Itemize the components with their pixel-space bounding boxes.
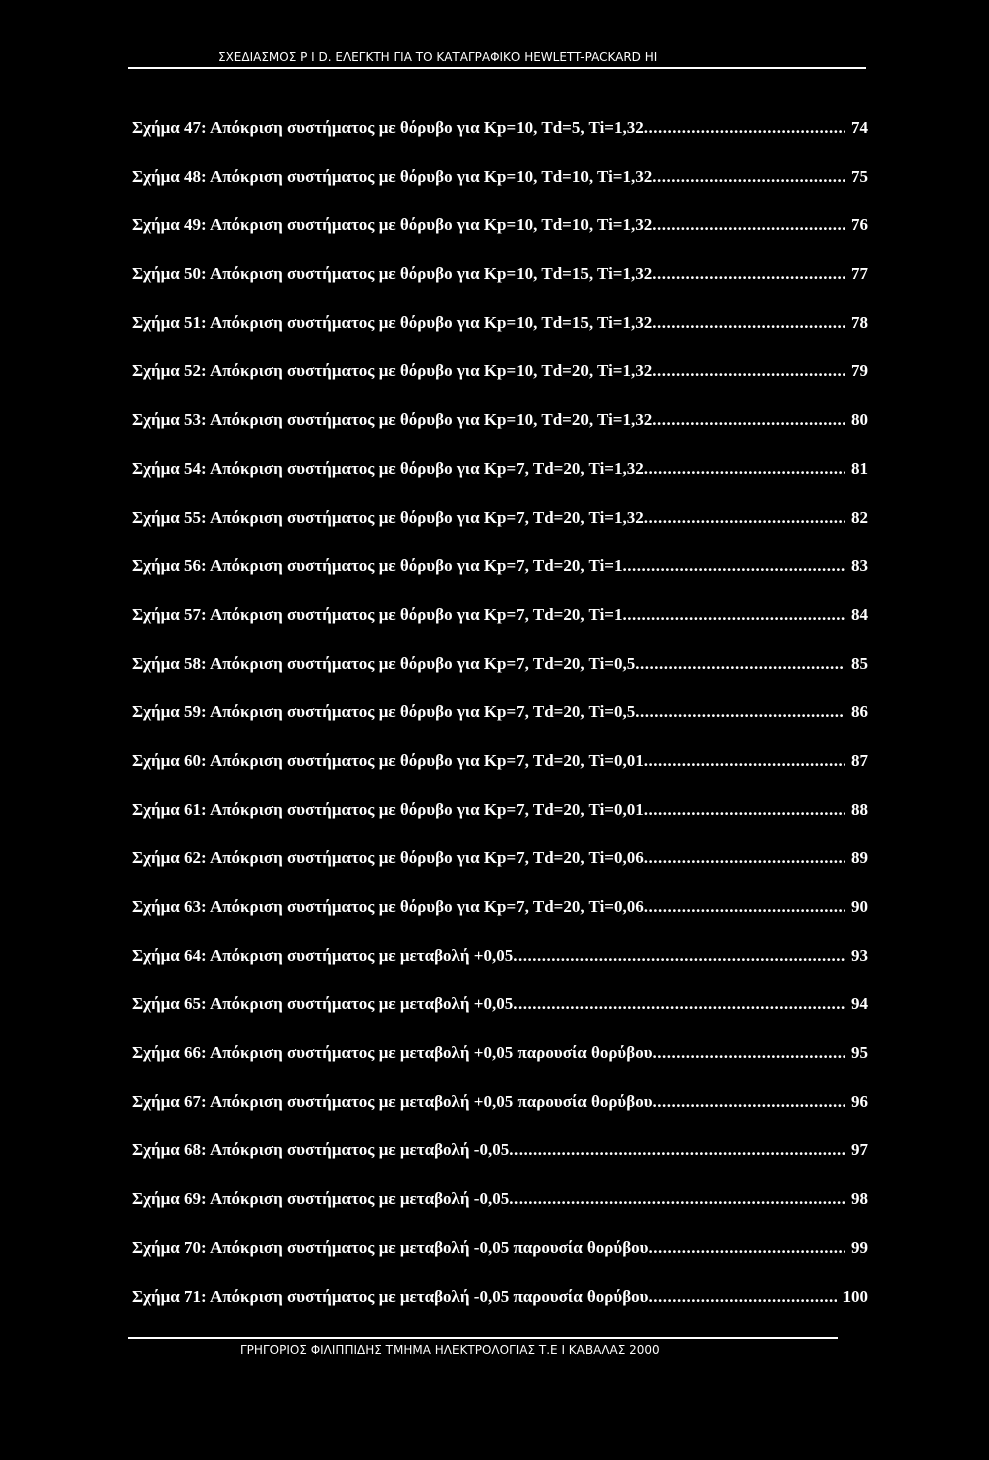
toc-leader-dots [652, 161, 845, 193]
toc-entry [132, 842, 868, 891]
toc-entry [132, 550, 868, 599]
toc-page-number: 81 [851, 458, 868, 478]
toc-entry-label: Σχήμα 56: Απόκριση συστήματος με θόρυβο για Κp=7, Td=20, Ti=1 [132, 556, 623, 576]
toc-page-number: 89 [851, 848, 868, 868]
running-footer: ΓΡΗΓΟΡΙΟΣ ΦΙΛΙΠΠΙΔΗΣ ΤΜΗΜΑ ΗΛΕΚΤΡΟΛΟΓΙΑΣ Τ.Ε Ι ΚΑΒΑΛΑΣ 2000 [240, 1343, 660, 1357]
toc-entry [132, 648, 868, 697]
toc-leader-dots [513, 988, 845, 1020]
toc-page-number: 75 [851, 166, 868, 186]
toc-leader-dots [513, 940, 845, 972]
header-divider [128, 67, 866, 69]
toc-leader-dots [649, 1232, 845, 1264]
toc-entry-label: Σχήμα 66: Απόκριση συστήματος με μεταβολή +0,05 παρουσία θορύβου [132, 1043, 653, 1063]
toc-entry-label: Σχήμα 48: Απόκριση συστήματος με θόρυβο για Κp=10, Td=10, Ti=1,32 [132, 166, 653, 186]
toc-leader-dots [644, 794, 845, 826]
toc-entry [132, 161, 868, 210]
toc-entry-label: Σχήμα 54: Απόκριση συστήματος με θόρυβο για Κp=7, Td=20, Ti=1,32 [132, 458, 644, 478]
toc-leader-dots [623, 599, 846, 631]
toc-leader-dots [644, 453, 845, 485]
toc-entry-label: Σχήμα 57: Απόκριση συστήματος με θόρυβο για Κp=7, Td=20, Ti=1 [132, 604, 623, 624]
toc-entry-label: Σχήμα 58: Απόκριση συστήματος με θόρυβο για Κp=7, Td=20, Ti=0,5 [132, 653, 636, 673]
list-of-figures [132, 112, 868, 1329]
toc-page-number: 79 [851, 361, 868, 381]
toc-entry-label: Σχήμα 68: Απόκριση συστήματος με μεταβολή -0,05 [132, 1140, 510, 1160]
toc-entry-label: Σχήμα 51: Απόκριση συστήματος με θόρυβο για Κp=10, Td=15, Ti=1,32 [132, 312, 653, 332]
toc-entry [132, 453, 868, 502]
toc-entry [132, 696, 868, 745]
toc-entry [132, 1134, 868, 1183]
toc-entry [132, 502, 868, 551]
toc-leader-dots [644, 112, 845, 144]
toc-entry [132, 209, 868, 258]
toc-entry-label: Σχήμα 55: Απόκριση συστήματος με θόρυβο για Κp=7, Td=20, Ti=1,32 [132, 507, 644, 527]
toc-entry-label: Σχήμα 64: Απόκριση συστήματος με μεταβολή +0,05 [132, 945, 514, 965]
toc-entry [132, 307, 868, 356]
toc-entry-label: Σχήμα 65: Απόκριση συστήματος με μεταβολή +0,05 [132, 994, 514, 1014]
toc-leader-dots [644, 745, 845, 777]
toc-page-number: 78 [851, 312, 868, 332]
toc-entry [132, 891, 868, 940]
toc-leader-dots [652, 258, 845, 290]
toc-page-number: 80 [851, 410, 868, 430]
toc-leader-dots [649, 1281, 837, 1313]
toc-page-number: 88 [851, 799, 868, 819]
toc-entry [132, 258, 868, 307]
toc-entry [132, 1232, 868, 1281]
toc-page-number: 86 [851, 702, 868, 722]
toc-entry [132, 1183, 868, 1232]
toc-leader-dots [623, 550, 846, 582]
toc-entry-label: Σχήμα 61: Απόκριση συστήματος με θόρυβο για Κp=7, Td=20, Ti=0,01 [132, 799, 644, 819]
toc-page-number: 100 [842, 1286, 868, 1306]
toc-entry-label: Σχήμα 71: Απόκριση συστήματος με μεταβολή -0,05 παρουσία θορύβου [132, 1286, 649, 1306]
toc-entry [132, 1086, 868, 1135]
toc-entry-label: Σχήμα 63: Απόκριση συστήματος με θόρυβο για Κp=7, Td=20, Ti=0,06 [132, 897, 644, 916]
toc-entry [132, 1037, 868, 1086]
toc-page-number: 98 [851, 1189, 868, 1209]
toc-entry-label: Σχήμα 62: Απόκριση συστήματος με θόρυβο για Κp=7, Td=20, Ti=0,06 [132, 848, 644, 868]
toc-page-number: 77 [851, 264, 868, 284]
toc-entry [132, 404, 868, 453]
toc-entry [132, 1281, 868, 1330]
toc-page-number: 93 [851, 945, 868, 965]
toc-page-number: 95 [851, 1043, 868, 1063]
toc-entry [132, 599, 868, 648]
toc-page-number: 76 [851, 215, 868, 235]
toc-entry-label: Σχήμα 47: Απόκριση συστήματος με θόρυβο για Κp=10, Td=5, Ti=1,32 [132, 118, 644, 137]
toc-entry [132, 794, 868, 843]
toc-entry-label: Σχήμα 70: Απόκριση συστήματος με μεταβολή -0,05 παρουσία θορύβου [132, 1237, 649, 1257]
toc-leader-dots [652, 209, 845, 241]
toc-leader-dots [652, 404, 845, 436]
toc-leader-dots [653, 1037, 845, 1069]
toc-page-number: 85 [851, 653, 868, 673]
toc-entry [132, 355, 868, 404]
toc-page-number: 97 [851, 1140, 868, 1160]
toc-page-number: 94 [851, 994, 868, 1014]
toc-page-number: 87 [851, 750, 868, 770]
toc-entry-label: Σχήμα 59: Απόκριση συστήματος με θόρυβο για Κp=7, Td=20, Ti=0,5 [132, 702, 636, 722]
toc-page-number: 84 [851, 604, 868, 624]
toc-leader-dots [635, 648, 845, 680]
toc-leader-dots [644, 502, 845, 534]
toc-page-number: 83 [851, 556, 868, 576]
toc-entry [132, 112, 868, 161]
toc-leader-dots [652, 355, 845, 387]
toc-page-number: 82 [851, 507, 868, 527]
toc-leader-dots [653, 1086, 845, 1118]
toc-leader-dots [652, 307, 845, 339]
toc-entry [132, 745, 868, 794]
toc-leader-dots [635, 696, 845, 728]
footer-divider [128, 1337, 838, 1339]
toc-entry-label: Σχήμα 53: Απόκριση συστήματος με θόρυβο για Κp=10, Td=20, Ti=1,32 [132, 410, 653, 430]
toc-entry-label: Σχήμα 50: Απόκριση συστήματος με θόρυβο για Κp=10, Td=15, Ti=1,32 [132, 264, 653, 284]
running-header: ΣΧΕΔΙΑΣΜΟΣ Ρ Ι D. ΕΛΕΓΚΤΗ ΓΙΑ ΤΟ ΚΑΤΑΓΡΑΦΙΚΟ HEWLETT-PACKARD HI [218, 50, 658, 64]
toc-leader-dots [509, 1134, 845, 1166]
toc-page-number: 96 [851, 1091, 868, 1111]
toc-leader-dots [644, 842, 845, 874]
toc-page-number: 74 [851, 118, 868, 137]
toc-entry-label: Σχήμα 60: Απόκριση συστήματος με θόρυβο για Κp=7, Td=20, Ti=0,01 [132, 750, 644, 770]
toc-page-number: 90 [851, 897, 868, 916]
toc-entry [132, 988, 868, 1037]
toc-leader-dots [644, 891, 845, 923]
toc-entry-label: Σχήμα 69: Απόκριση συστήματος με μεταβολή -0,05 [132, 1189, 510, 1209]
toc-entry-label: Σχήμα 49: Απόκριση συστήματος με θόρυβο για Κp=10, Td=10, Ti=1,32 [132, 215, 653, 235]
toc-entry [132, 940, 868, 989]
toc-entry-label: Σχήμα 52: Απόκριση συστήματος με θόρυβο για Κp=10, Td=20, Ti=1,32 [132, 361, 653, 381]
toc-leader-dots [509, 1183, 845, 1215]
toc-entry-label: Σχήμα 67: Απόκριση συστήματος με μεταβολή +0,05 παρουσία θορύβου [132, 1091, 653, 1111]
toc-page-number: 99 [851, 1237, 868, 1257]
